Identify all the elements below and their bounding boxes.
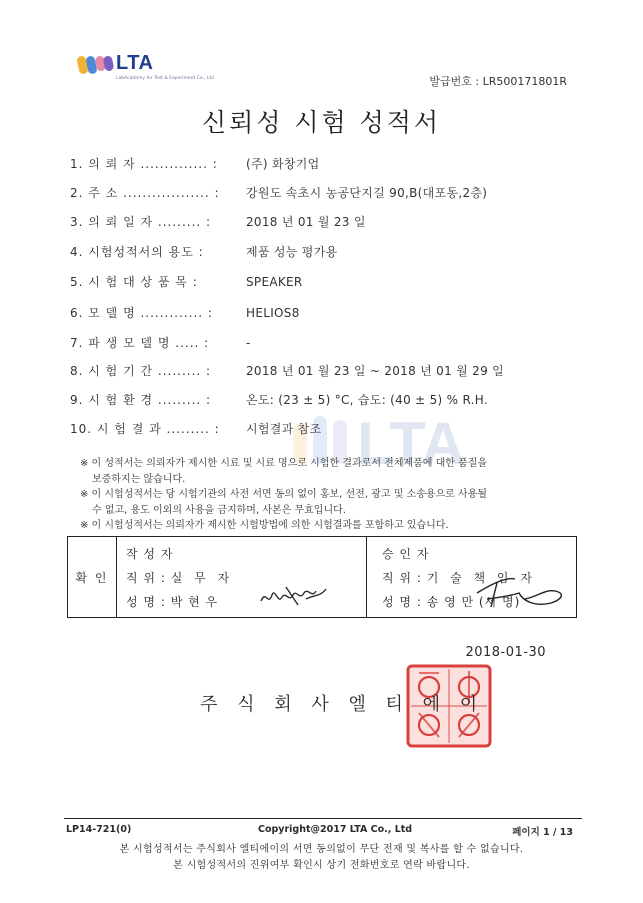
field-value: 시험결과 참조 bbox=[246, 422, 322, 436]
confirmation-table bbox=[67, 536, 577, 618]
author-heading: 작 성 자 bbox=[126, 547, 174, 561]
author-name-label: 성 명 : bbox=[126, 595, 166, 609]
note-line: 수 없고, 용도 이외의 사용을 금지하며, 사본은 무효입니다. bbox=[92, 504, 346, 516]
note-line: ※ 이 시험성적서는 의뢰자가 제시한 시험방법에 의한 시험결과를 포함하고 있습니다. bbox=[80, 520, 449, 531]
field-label: 7. 파 생 모 델 명 ..... : bbox=[70, 336, 210, 350]
author-title-label: 직 위 : bbox=[126, 571, 166, 585]
field-value: HELIOS8 bbox=[246, 306, 300, 320]
note-line: ※ 이 성적서는 의뢰자가 제시한 시료 및 시료 명으로 시험한 결과로서 전체제품에 대한 품질을 bbox=[80, 458, 488, 469]
approver-name-label: 성 명 : bbox=[382, 595, 422, 609]
confirmation-label: 확 인 bbox=[68, 537, 117, 617]
table-divider bbox=[366, 537, 367, 617]
approver-title-value: 기 술 책 임 자 bbox=[426, 571, 536, 585]
issue-label: 발급번호 : bbox=[429, 75, 480, 88]
issue-date: 2018-01-30 bbox=[465, 645, 546, 660]
field-label: 8. 시 험 기 간 ......... : bbox=[70, 364, 212, 378]
field-value: 온도: (23 ± 5) °C, 습도: (40 ± 5) % R.H. bbox=[246, 393, 488, 407]
footer-note: 본 시험성적서는 주식회사 엘티에이의 서면 동의없이 무단 전재 및 복사를 할 수 없습니다. bbox=[119, 844, 524, 855]
approver-title-label: 직 위 : bbox=[382, 571, 422, 585]
issue-value: LR500171801R bbox=[482, 75, 567, 88]
field-value: 2018 년 01 월 23 일 ~ 2018 년 01 월 29 일 bbox=[246, 364, 505, 378]
logo-text: LTA bbox=[116, 52, 154, 74]
field-value: (주) 화창기업 bbox=[246, 157, 320, 171]
field-row-model bbox=[70, 304, 300, 321]
field-label: 6. 모 델 명 ............. : bbox=[70, 306, 213, 320]
logo-subtitle: LabAcademy for Test & Experiment Co., Ltd bbox=[116, 76, 214, 81]
author-title-value: 실 무 자 bbox=[170, 571, 234, 585]
lta-logo bbox=[78, 52, 214, 92]
approver-name-value: 송 영 만 (서 명) bbox=[426, 595, 521, 609]
form-code: LP14-721(0) bbox=[66, 824, 132, 835]
field-row-client bbox=[70, 155, 320, 172]
approver-heading: 승 인 자 bbox=[382, 547, 430, 561]
field-value: 2018 년 01 월 23 일 bbox=[246, 215, 366, 229]
field-row-address bbox=[70, 184, 487, 201]
copyright: Copyright@2017 LTA Co., Ltd bbox=[258, 824, 413, 835]
field-row-result bbox=[70, 420, 321, 437]
footer-note: 본 시험성적서의 진위여부 확인시 상기 전화번호로 연락 바랍니다. bbox=[173, 860, 470, 871]
note-line: 보증하지는 않습니다. bbox=[92, 473, 186, 485]
field-row-purpose bbox=[70, 243, 337, 260]
field-row-test-period bbox=[70, 362, 504, 379]
issue-number bbox=[429, 73, 567, 89]
company-name: 주 식 회 사 엘 티 에 이 bbox=[200, 694, 485, 715]
approver-signature bbox=[463, 573, 573, 613]
field-label: 10. 시 험 결 과 ......... : bbox=[70, 422, 220, 436]
field-value: 제품 성능 평가용 bbox=[246, 245, 338, 259]
author-name-value: 박 현 우 bbox=[170, 595, 219, 609]
author-name bbox=[126, 593, 218, 610]
page-number: 페이지 1 / 13 bbox=[512, 827, 573, 838]
notes bbox=[80, 456, 560, 534]
field-label: 2. 주 소 .................. : bbox=[70, 186, 220, 200]
field-value: SPEAKER bbox=[246, 275, 303, 289]
field-row-derived-model bbox=[70, 334, 251, 351]
field-value: - bbox=[246, 336, 251, 350]
field-row-product bbox=[70, 273, 303, 290]
footer-divider bbox=[64, 818, 582, 819]
author-signature bbox=[258, 583, 330, 611]
field-label: 4. 시험성적서의 용도 : bbox=[70, 245, 204, 259]
field-label: 9. 시 험 환 경 ......... : bbox=[70, 393, 212, 407]
field-row-environment bbox=[70, 391, 488, 408]
field-row-request-date bbox=[70, 213, 366, 230]
field-label: 3. 의 뢰 일 자 ......... : bbox=[70, 215, 212, 229]
author-title bbox=[126, 569, 233, 586]
page-title: 신뢰성 시험 성적서 bbox=[201, 108, 442, 137]
field-label: 1. 의 뢰 자 .............. : bbox=[70, 157, 218, 171]
field-value: 강원도 속초시 농공단지길 90,B(대포동,2층) bbox=[246, 186, 488, 200]
note-line: ※ 이 시험성적서는 당 시험기관의 사전 서면 동의 없이 홍보, 선전, 광고 및 소송용으로 사용될 bbox=[80, 489, 487, 500]
watermark-text: LTA bbox=[357, 410, 465, 477]
field-label: 5. 시 험 대 상 품 목 : bbox=[70, 275, 198, 289]
